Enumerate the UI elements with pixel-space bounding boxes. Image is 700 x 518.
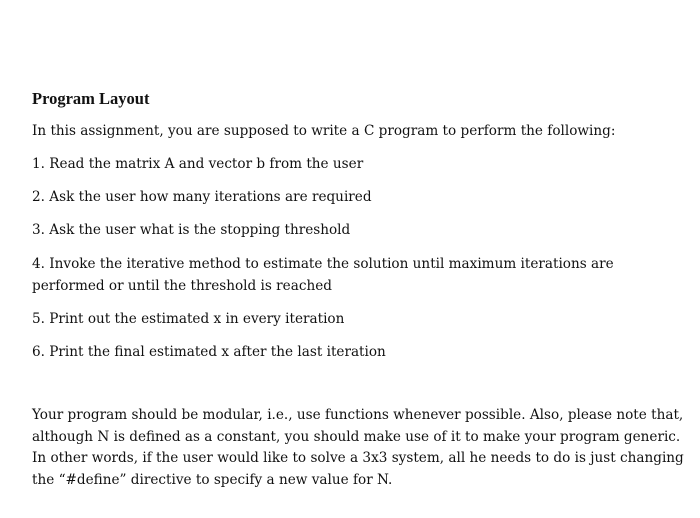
closing-paragraph: Your program should be modular, i.e., use functions whenever possible. Also, please note that, although N is defined as a constant, you should make use of it to make your program generic. In other words, if the user would like to solve a 3x3 system, all he needs to do is just changing the “#define” directive to specify a new value for N. [32, 407, 684, 488]
step-3: 3. Ask the user what is the stopping threshold [32, 222, 351, 238]
intro-paragraph: In this assignment, you are supposed to write a C program to perform the following: [32, 123, 616, 139]
step-5: 5. Print out the estimated x in every iteration [32, 311, 345, 327]
step-1: 1. Read the matrix A and vector b from the user [32, 156, 364, 172]
step-6: 6. Print the final estimated x after the last iteration [32, 344, 386, 360]
section-title: Program Layout [32, 89, 150, 108]
step-4: 4. Invoke the iterative method to estimate the solution until maximum iterations are performed or until the threshold is reached [32, 256, 614, 294]
step-2: 2. Ask the user how many iterations are required [32, 189, 372, 205]
